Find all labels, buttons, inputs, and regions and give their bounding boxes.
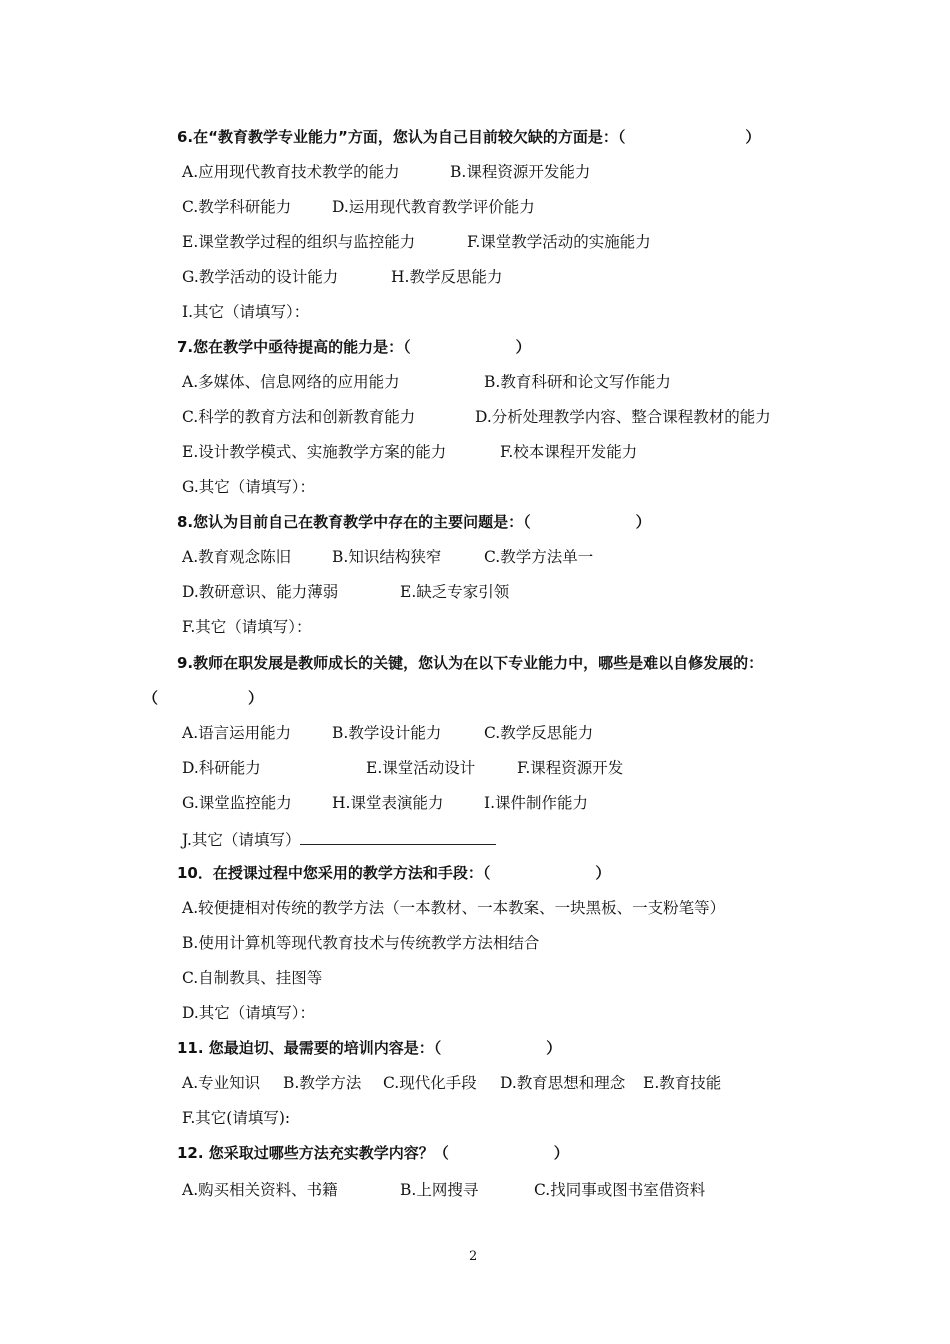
q12-option-a: A.购买相关资料、书籍 <box>182 1181 338 1199</box>
q6-option-h: H.教学反思能力 <box>391 268 503 286</box>
q7-option-g: G.其它（请填写）： <box>182 478 316 496</box>
question-8-title: 8.您认为目前自己在教育教学中存在的主要问题是：（ ） <box>177 513 651 531</box>
q7-option-e: E.设计教学模式、实施教学方案的能力 <box>182 443 447 461</box>
q8-option-e: E.缺乏专家引领 <box>400 583 510 601</box>
q6-option-b: B.课程资源开发能力 <box>450 163 591 181</box>
q6-option-d: D.运用现代教育教学评价能力 <box>332 198 535 216</box>
q9-option-a: A.语言运用能力 <box>182 724 292 742</box>
q7-option-f: F.校本课程开发能力 <box>500 443 638 461</box>
q9-option-c: C.教学反思能力 <box>484 724 594 742</box>
question-12-title: 12. 您采取过哪些方法充实教学内容？（ ） <box>177 1144 569 1162</box>
q6-option-e: E.课堂教学过程的组织与监控能力 <box>182 233 416 251</box>
q9-option-h: H.课堂表演能力 <box>332 794 444 812</box>
q8-option-b: B.知识结构狭窄 <box>332 548 442 566</box>
question-9-title-line2: （ ） <box>143 689 264 707</box>
q11-option-e: E.教育技能 <box>643 1074 722 1092</box>
q10-option-d: D.其它（请填写）： <box>182 1004 316 1022</box>
q8-option-c: C.教学方法单一 <box>484 548 594 566</box>
q11-option-c: C.现代化手段 <box>383 1074 477 1092</box>
q11-option-d: D.教育思想和理念 <box>500 1074 626 1092</box>
q9-option-f: F.课程资源开发 <box>517 759 624 777</box>
q6-option-c: C.教学科研能力 <box>182 198 292 216</box>
q9-option-i: I.课件制作能力 <box>484 794 589 812</box>
question-11-title: 11. 您最迫切、最需要的培训内容是：（ ） <box>177 1039 562 1057</box>
q7-option-b: B.教育科研和论文写作能力 <box>484 373 671 391</box>
q7-option-c: C.科学的教育方法和创新教育能力 <box>182 408 416 426</box>
q10-option-a: A.较便捷相对传统的教学方法（一本教材、一本教案、一块黑板、一支粉笔等） <box>182 899 726 917</box>
q8-option-d: D.教研意识、能力薄弱 <box>182 583 339 601</box>
q7-option-a: A.多媒体、信息网络的应用能力 <box>182 373 400 391</box>
question-7-title: 7.您在教学中亟待提高的能力是：（ ） <box>177 338 531 356</box>
q12-option-c: C.找同事或图书室借资料 <box>534 1181 706 1199</box>
q6-option-i: I.其它（请填写）： <box>182 303 310 321</box>
page-number: 2 <box>469 1249 478 1264</box>
q10-option-c: C.自制教具、挂图等 <box>182 969 323 987</box>
q9-fill-in-blank[interactable] <box>300 828 496 845</box>
question-9-title-line1: 9.教师在职发展是教师成长的关键，您认为在以下专业能力中，哪些是难以自修发展的： <box>177 654 764 672</box>
q9-option-e: E.课堂活动设计 <box>366 759 476 777</box>
q6-option-g: G.教学活动的设计能力 <box>182 268 339 286</box>
q9-option-d: D.科研能力 <box>182 759 261 777</box>
q9-option-j-label: J.其它（请填写） <box>182 831 301 849</box>
q11-option-a: A.专业知识 <box>182 1074 261 1092</box>
q6-option-f: F.课堂教学活动的实施能力 <box>467 233 651 251</box>
q9-option-g: G.课堂监控能力 <box>182 794 292 812</box>
q12-option-b: B.上网搜寻 <box>400 1181 479 1199</box>
q8-option-a: A.教育观念陈旧 <box>182 548 292 566</box>
question-10-title: 10．在授课过程中您采用的教学方法和手段：（ ） <box>177 864 611 882</box>
q7-option-d: D.分析处理教学内容、整合课程教材的能力 <box>475 408 771 426</box>
question-6-title: 6.在“教育教学专业能力”方面，您认为自己目前较欠缺的方面是：（ ） <box>177 128 761 146</box>
q9-option-j <box>182 828 496 850</box>
q10-option-b: B.使用计算机等现代教育技术与传统教学方法相结合 <box>182 934 540 952</box>
q9-option-b: B.教学设计能力 <box>332 724 442 742</box>
q6-option-a: A.应用现代教育技术教学的能力 <box>182 163 400 181</box>
q8-option-f: F.其它（请填写）： <box>182 618 312 636</box>
q11-option-f: F.其它(请填写): <box>182 1109 291 1127</box>
q11-option-b: B.教学方法 <box>283 1074 362 1092</box>
